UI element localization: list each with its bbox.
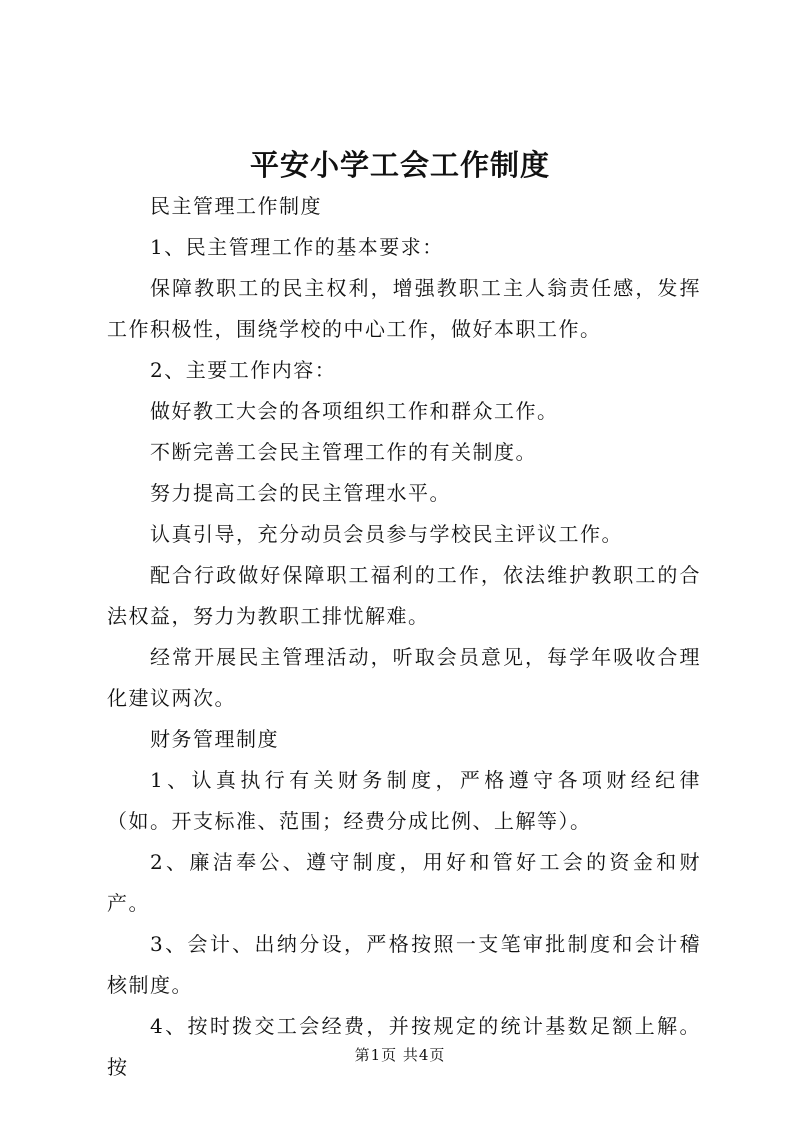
paragraph: 3、会计、出纳分设，严格按照一支笔审批制度和会计稽核制度。 [107,932,701,997]
paragraph: 配合行政做好保障职工福利的工作，依法维护教职工的合法权益，努力为教职工排忧解难。 [107,563,701,628]
paragraph: 保障教职工的民主权利，增强教职工主人翁责任感，发挥工作积极性，围绕学校的中心工作，做好本职工作。 [107,276,701,341]
paragraph: 努力提高工会的民主管理水平。 [150,481,451,505]
document-title: 平安小学工会工作制度 [249,148,550,182]
paragraph: 1、认真执行有关财务制度，严格遵守各项财经纪律（如。开支标准、范围；经费分成比例、上解等）。 [107,768,701,833]
paragraph: 做好教工大会的各项组织工作和群众工作。 [150,399,559,423]
paragraph: 2、廉洁奉公、遵守制度，用好和管好工会的资金和财产。 [107,850,701,915]
paragraph: 不断完善工会民主管理工作的有关制度。 [150,440,537,464]
paragraph: 认真引导，充分动员会员参与学校民主评议工作。 [150,522,623,546]
paragraph: 2、主要工作内容： [150,358,337,382]
paragraph: 经常开展民主管理活动，听取会员意见，每学年吸收合理化建议两次。 [107,645,701,710]
paragraph: 1、民主管理工作的基本要求： [150,235,444,259]
page-footer: 第1页 共4页 [354,1046,446,1064]
paragraph: 4、按时拨交工会经费，并按规定的统计基数足额上解。按 [107,1014,701,1079]
section-heading-finance-management: 财务管理制度 [150,727,279,751]
section-heading-democratic-management: 民主管理工作制度 [150,194,322,218]
document-body [107,186,701,1088]
